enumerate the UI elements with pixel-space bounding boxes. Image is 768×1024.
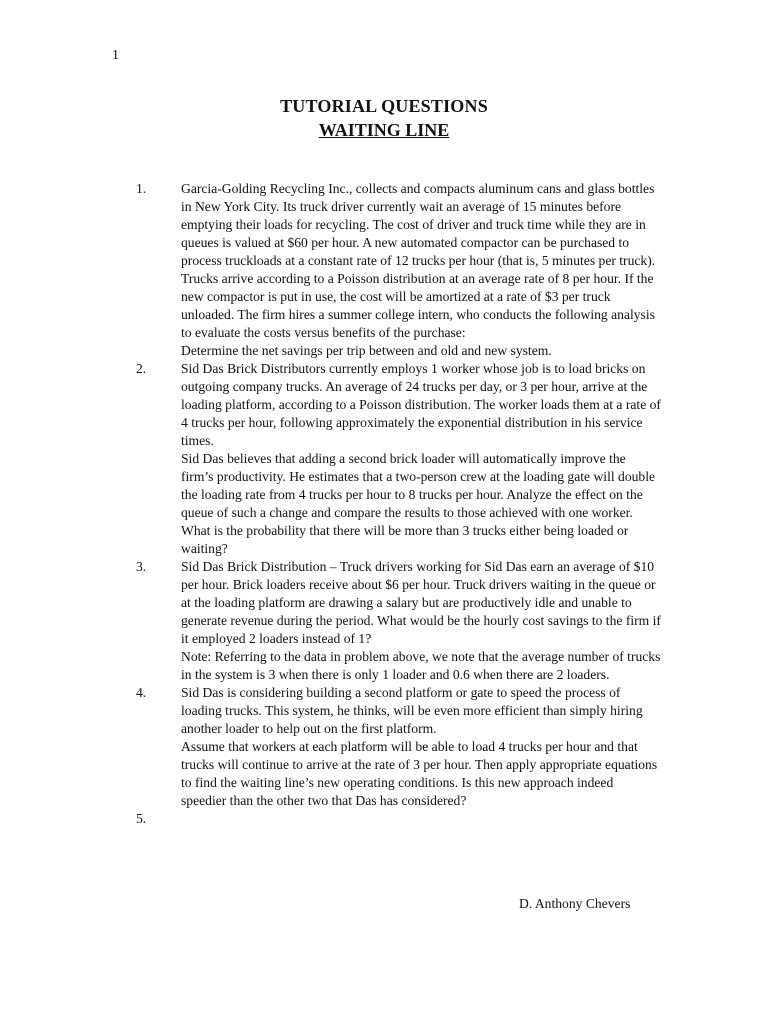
document-subtitle: WAITING LINE [318, 120, 450, 140]
question-paragraph: Sid Das is considering building a second platform or gate to speed the process of loading trucks. This system, he thinks, will be even more efficient than simply hiring another loader to help out on the first platform. [181, 685, 643, 736]
question-item [136, 180, 661, 360]
question-number: 2. [136, 361, 147, 376]
question-list [136, 180, 661, 828]
question-paragraph: Garcia-Golding Recycling Inc., collects and compacts aluminum cans and glass bottles in New York City. Its truck driver currently wait an average of 15 minutes before emptying their loads for recycling. The cost of driver and truck time while they are in queues is valued at $60 per hour. A new automated compactor can be purchased to process truckloads at a constant rate of 12 trucks per hour (that is, 5 minutes per truck). Trucks arrive according to a Poisson distribution at an average rate of 8 per hour. If the new compactor is put in use, the cost will be amortized at a rate of $3 per truck unloaded. The firm hires a summer college intern, who conducts the following analysis to evaluate the costs versus benefits of the purchase: [181, 181, 656, 340]
question-item [136, 810, 661, 828]
document-title: TUTORIAL QUESTIONS [280, 96, 488, 116]
question-number: 4. [136, 685, 147, 700]
question-paragraph: Determine the net savings per trip between and old and new system. [181, 343, 552, 358]
question-number: 5. [136, 811, 147, 826]
question-number: 3. [136, 559, 147, 574]
question-paragraph: Sid Das Brick Distributors currently employs 1 worker whose job is to load bricks on outgoing company trucks. An average of 24 trucks per day, or 3 per hour, arrive at the loading platform, according to a Poisson distribution. The worker loads them at a rate of 4 trucks per hour, following approximately the exponential distribution in his service times. [181, 361, 661, 448]
author-name: D. Anthony Chevers [519, 896, 631, 911]
question-paragraph: Sid Das Brick Distribution – Truck drivers working for Sid Das earn an average of $10 per hour. Brick loaders receive about $6 per hour. Truck drivers waiting in the queue or at the loading platform are drawing a salary but are productively idle and unable to generate revenue during the period. What would be the hourly cost savings to the firm if it employed 2 loaders instead of 1? [181, 559, 661, 646]
page-number: 1 [112, 48, 119, 63]
question-item [136, 558, 661, 684]
question-paragraph: Assume that workers at each platform will be able to load 4 trucks per hour and that trucks will continue to arrive at the rate of 3 per hour. Then apply appropriate equations to find the waiting line’s new operating conditions. Is this new approach indeed speedier than the other two that Das has considered? [181, 739, 658, 808]
question-item [136, 360, 661, 558]
title-block [0, 94, 768, 142]
question-number: 1. [136, 181, 147, 196]
question-item [136, 684, 661, 810]
question-paragraph [181, 810, 661, 828]
question-paragraph: Note: Referring to the data in problem above, we note that the average number of trucks in the system is 3 when there is only 1 loader and 0.6 when there are 2 loaders. [181, 649, 661, 682]
question-paragraph: Sid Das believes that adding a second brick loader will automatically improve the firm’s productivity. He estimates that a two-person crew at the loading gate will double the loading rate from 4 trucks per hour to 8 trucks per hour. Analyze the effect on the queue of such a change and compare the results to those achieved with one worker. What is the probability that there will be more than 3 trucks either being loaded or waiting? [181, 451, 656, 556]
